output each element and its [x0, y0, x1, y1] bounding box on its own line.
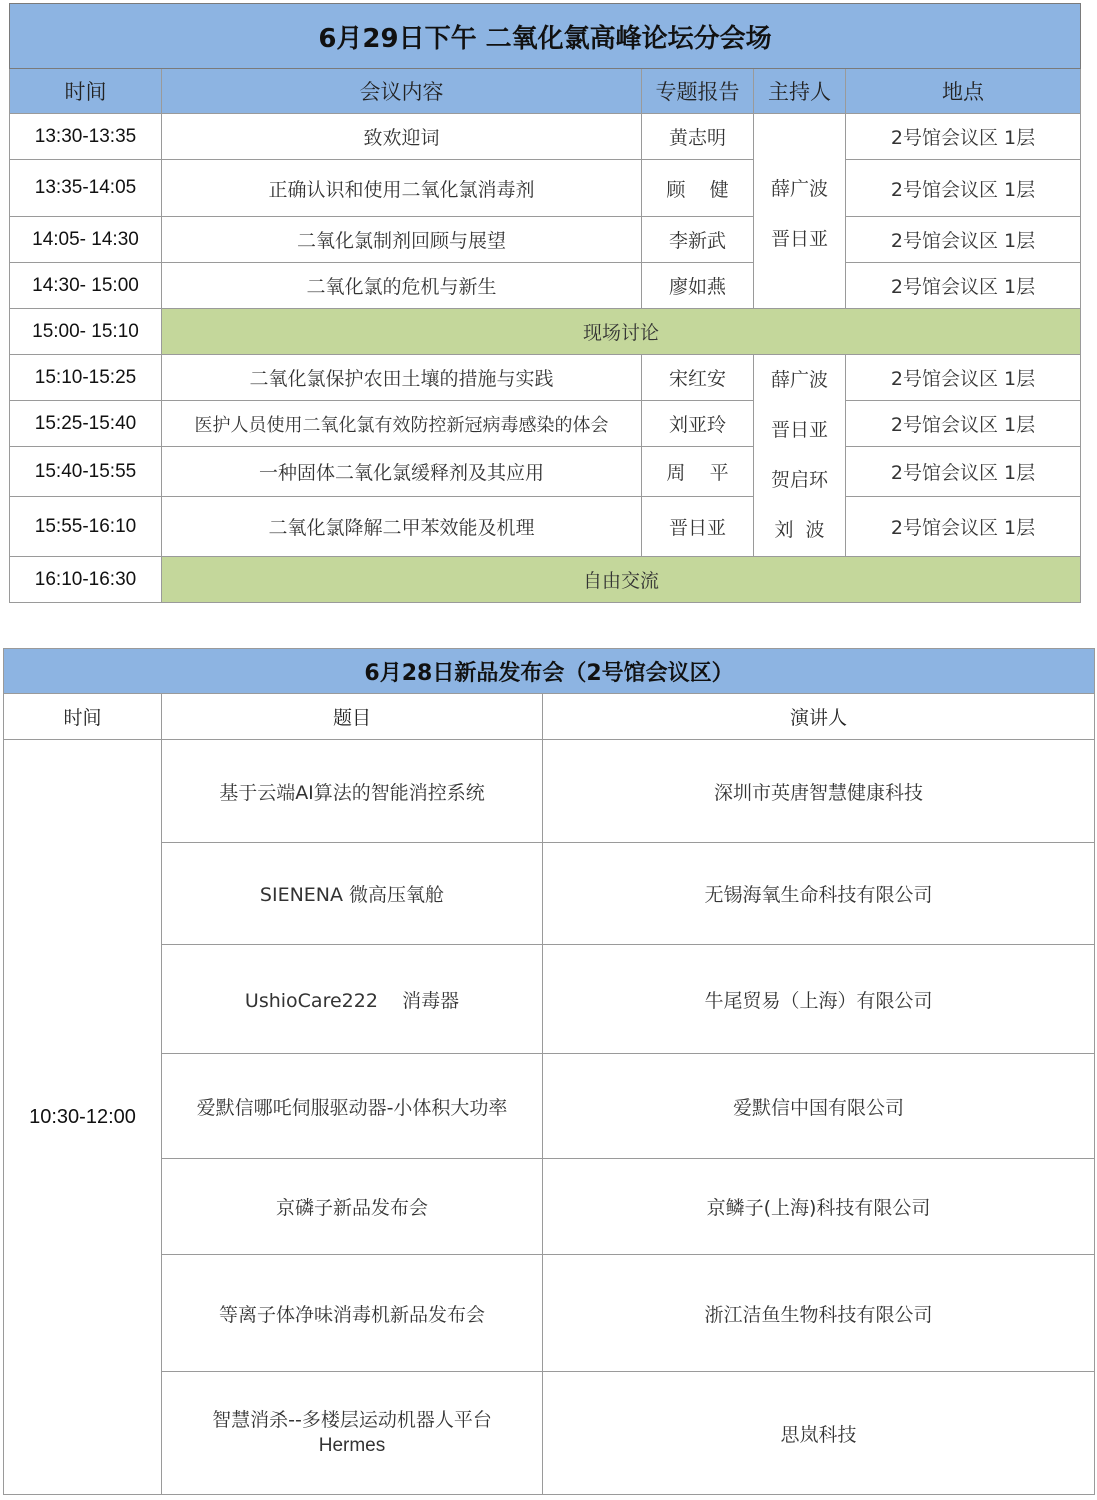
- row-time: 15:00- 15:10: [10, 309, 162, 355]
- table-row: [10, 497, 1081, 557]
- forum-title: 6月29日下午 二氧化氯高峰论坛分会场: [10, 4, 1081, 69]
- header-venue: 地点: [846, 69, 1081, 114]
- table-row: [4, 740, 1095, 843]
- row-venue: 2号馆会议区 1层: [846, 160, 1081, 217]
- row-time: 15:10-15:25: [10, 355, 162, 401]
- row-venue: 2号馆会议区 1层: [846, 497, 1081, 557]
- table-row: [10, 447, 1081, 497]
- row-time: 15:55-16:10: [10, 497, 162, 557]
- host-name: 晋日亚: [770, 228, 828, 250]
- host-name: 薛广波: [770, 178, 828, 200]
- row-topic: 京磷子新品发布会: [162, 1159, 543, 1255]
- row-topic: 二氧化氯降解二甲苯效能及机理: [162, 497, 642, 557]
- row-topic: 二氧化氯制剂回顾与展望: [162, 217, 642, 263]
- launch-schedule-table: [3, 648, 1095, 1495]
- host-cell: [754, 114, 846, 309]
- row-time: 14:05- 14:30: [10, 217, 162, 263]
- table-row: [4, 1054, 1095, 1159]
- discussion-row: [10, 309, 1081, 355]
- row-topic: 致欢迎词: [162, 114, 642, 160]
- row-speaker: 浙江洁鱼生物科技有限公司: [543, 1255, 1095, 1372]
- row-time: 13:30-13:35: [10, 114, 162, 160]
- row-speaker: 思岚科技: [543, 1372, 1095, 1495]
- row-topic: 二氧化氯保护农田土壤的措施与实践: [162, 355, 642, 401]
- row-time: 15:40-15:55: [10, 447, 162, 497]
- header-report: 专题报告: [642, 69, 754, 114]
- row-speaker: 顾 健: [642, 160, 754, 217]
- row-venue: 2号馆会议区 1层: [846, 217, 1081, 263]
- host-name: 薛广波: [770, 369, 828, 391]
- row-topic: 等离子体净味消毒机新品发布会: [162, 1255, 543, 1372]
- row-speaker: 晋日亚: [642, 497, 754, 557]
- row-topic: 一种固体二氧化氯缓释剂及其应用: [162, 447, 642, 497]
- row-topic: SIENENA 微高压氧舱: [162, 843, 543, 945]
- row-topic-cell: [162, 1372, 543, 1495]
- header-speaker: 演讲人: [543, 694, 1095, 740]
- launch-time: 10:30-12:00: [4, 740, 162, 1495]
- row-venue: 2号馆会议区 1层: [846, 447, 1081, 497]
- free-exchange-row: [10, 557, 1081, 603]
- table-row: [4, 1372, 1095, 1495]
- table-row: [10, 401, 1081, 447]
- header-topic: 题目: [162, 694, 543, 740]
- row-time: 13:35-14:05: [10, 160, 162, 217]
- row-topic: 医护人员使用二氧化氯有效防控新冠病毒感染的体会: [162, 401, 642, 447]
- row-speaker: 京鳞子(上海)科技有限公司: [543, 1159, 1095, 1255]
- header-time: 时间: [4, 694, 162, 740]
- host-name: 刘 波: [774, 519, 825, 541]
- row-topic: UshioCare222 消毒器: [162, 945, 543, 1054]
- host-cell: [754, 355, 846, 557]
- host-name: 贺启环: [770, 469, 828, 491]
- row-speaker: 爱默信中国有限公司: [543, 1054, 1095, 1159]
- row-time: 15:25-15:40: [10, 401, 162, 447]
- header-host: 主持人: [754, 69, 846, 114]
- row-speaker: 黄志明: [642, 114, 754, 160]
- row-topic-line2: Hermes: [318, 1435, 386, 1456]
- row-venue: 2号馆会议区 1层: [846, 401, 1081, 447]
- free-exchange-label: 自由交流: [162, 557, 1081, 603]
- row-speaker: 宋红安: [642, 355, 754, 401]
- row-time: 14:30- 15:00: [10, 263, 162, 309]
- row-topic: 二氧化氯的危机与新生: [162, 263, 642, 309]
- row-speaker: 廖如燕: [642, 263, 754, 309]
- row-venue: 2号馆会议区 1层: [846, 114, 1081, 160]
- table-row: [10, 114, 1081, 160]
- row-venue: 2号馆会议区 1层: [846, 263, 1081, 309]
- table-row: [10, 217, 1081, 263]
- table-row: [4, 945, 1095, 1054]
- discussion-label: 现场讨论: [162, 309, 1081, 355]
- row-topic: 智慧消杀--多楼层运动机器人平台: [212, 1409, 492, 1431]
- row-speaker: 李新武: [642, 217, 754, 263]
- row-speaker: 周 平: [642, 447, 754, 497]
- row-speaker: 刘亚玲: [642, 401, 754, 447]
- forum-schedule-table: [9, 3, 1081, 603]
- row-topic: 正确认识和使用二氧化氯消毒剂: [162, 160, 642, 217]
- header-content: 会议内容: [162, 69, 642, 114]
- table-row: [4, 1159, 1095, 1255]
- table-row: [10, 355, 1081, 401]
- row-topic: 爱默信哪吒伺服驱动器-小体积大功率: [162, 1054, 543, 1159]
- row-topic: 基于云端AI算法的智能消控系统: [162, 740, 543, 843]
- row-speaker: 无锡海氧生命科技有限公司: [543, 843, 1095, 945]
- table-row: [4, 843, 1095, 945]
- row-time: 16:10-16:30: [10, 557, 162, 603]
- row-venue: 2号馆会议区 1层: [846, 355, 1081, 401]
- table-row: [4, 1255, 1095, 1372]
- header-time: 时间: [10, 69, 162, 114]
- table-row: [10, 263, 1081, 309]
- row-speaker: 深圳市英唐智慧健康科技: [543, 740, 1095, 843]
- launch-title: 6月28日新品发布会（2号馆会议区）: [4, 649, 1095, 694]
- row-speaker: 牛尾贸易（上海）有限公司: [543, 945, 1095, 1054]
- table-row: [10, 160, 1081, 217]
- host-name: 晋日亚: [770, 419, 828, 441]
